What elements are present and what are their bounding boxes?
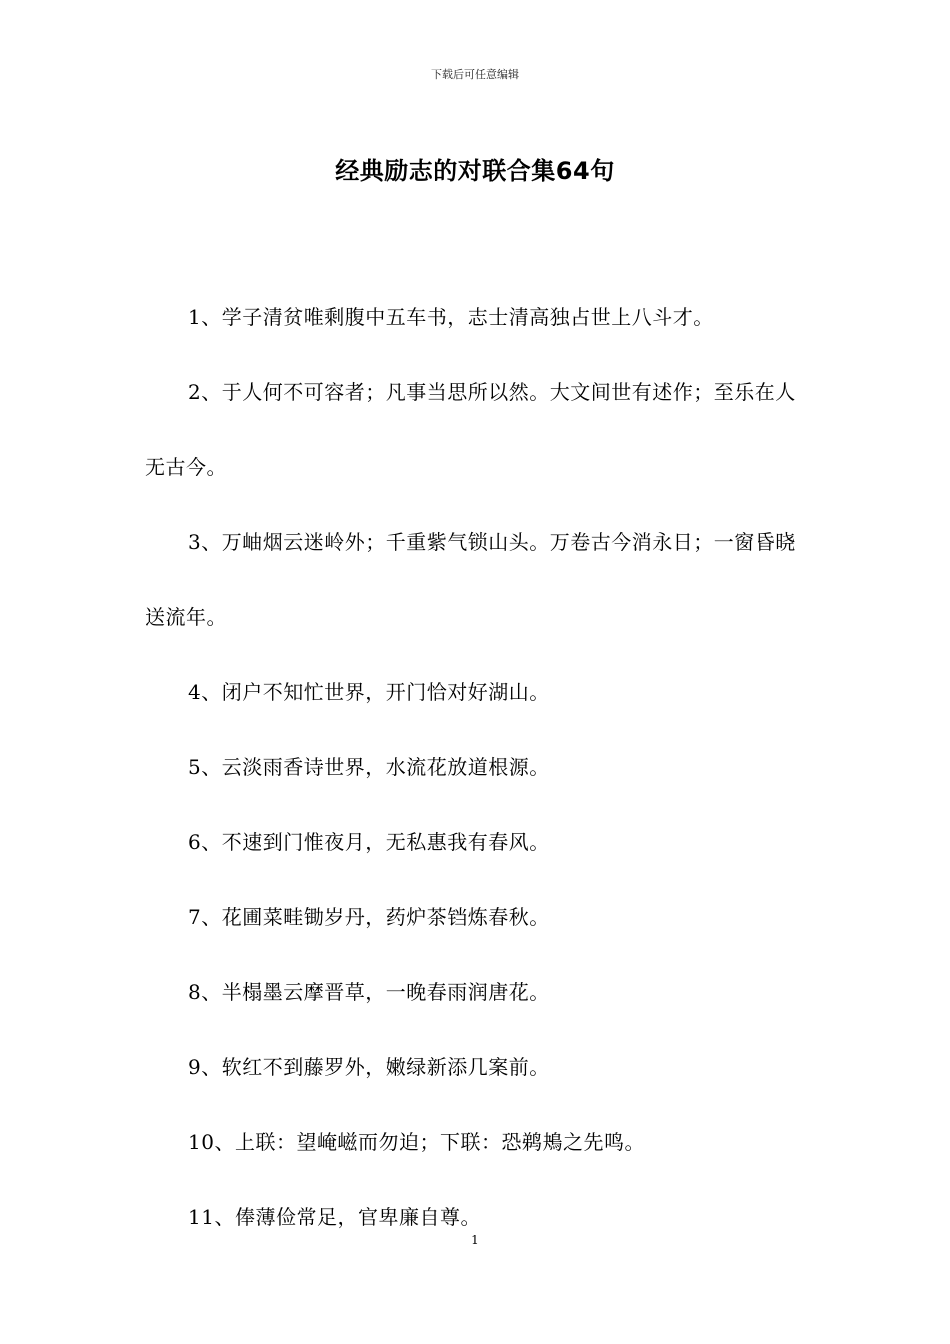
paragraph: 1、学子清贫唯剩腹中五车书，志士清高独占世上八斗才。	[188, 305, 714, 329]
paragraph: 9、软红不到藤罗外，嫩绿新添几案前。	[188, 1055, 550, 1079]
paragraph: 7、花圃菜畦锄岁丹，药炉茶铛炼春秋。	[188, 905, 550, 929]
header-note: 下载后可任意编辑	[431, 68, 519, 81]
page-title: 经典励志的对联合集64句	[335, 157, 615, 185]
paragraph: 3、万岫烟云迷岭外；千重紫气锁山头。万卷古今消永日；一窗昏晓送流年。	[145, 530, 796, 629]
paragraph: 5、云淡雨香诗世界，水流花放道根源。	[188, 755, 550, 779]
document-body	[145, 280, 811, 1255]
page-number: 1	[471, 1233, 479, 1247]
paragraph: 6、不速到门惟夜月，无私惠我有春风。	[188, 830, 550, 854]
paragraph: 10、上联：望崦嵫而勿迫；下联：恐鹈鴂之先鸣。	[188, 1130, 645, 1154]
paragraph: 2、于人何不可容者；凡事当思所以然。大文间世有述作；至乐在人无古今。	[145, 380, 796, 479]
paragraph: 4、闭户不知忙世界，开门恰对好湖山。	[188, 680, 550, 704]
paragraph: 11、俸薄俭常足，官卑廉自尊。	[188, 1205, 481, 1229]
paragraph: 8、半榻墨云摩晋草，一晚春雨润唐花。	[188, 980, 550, 1004]
